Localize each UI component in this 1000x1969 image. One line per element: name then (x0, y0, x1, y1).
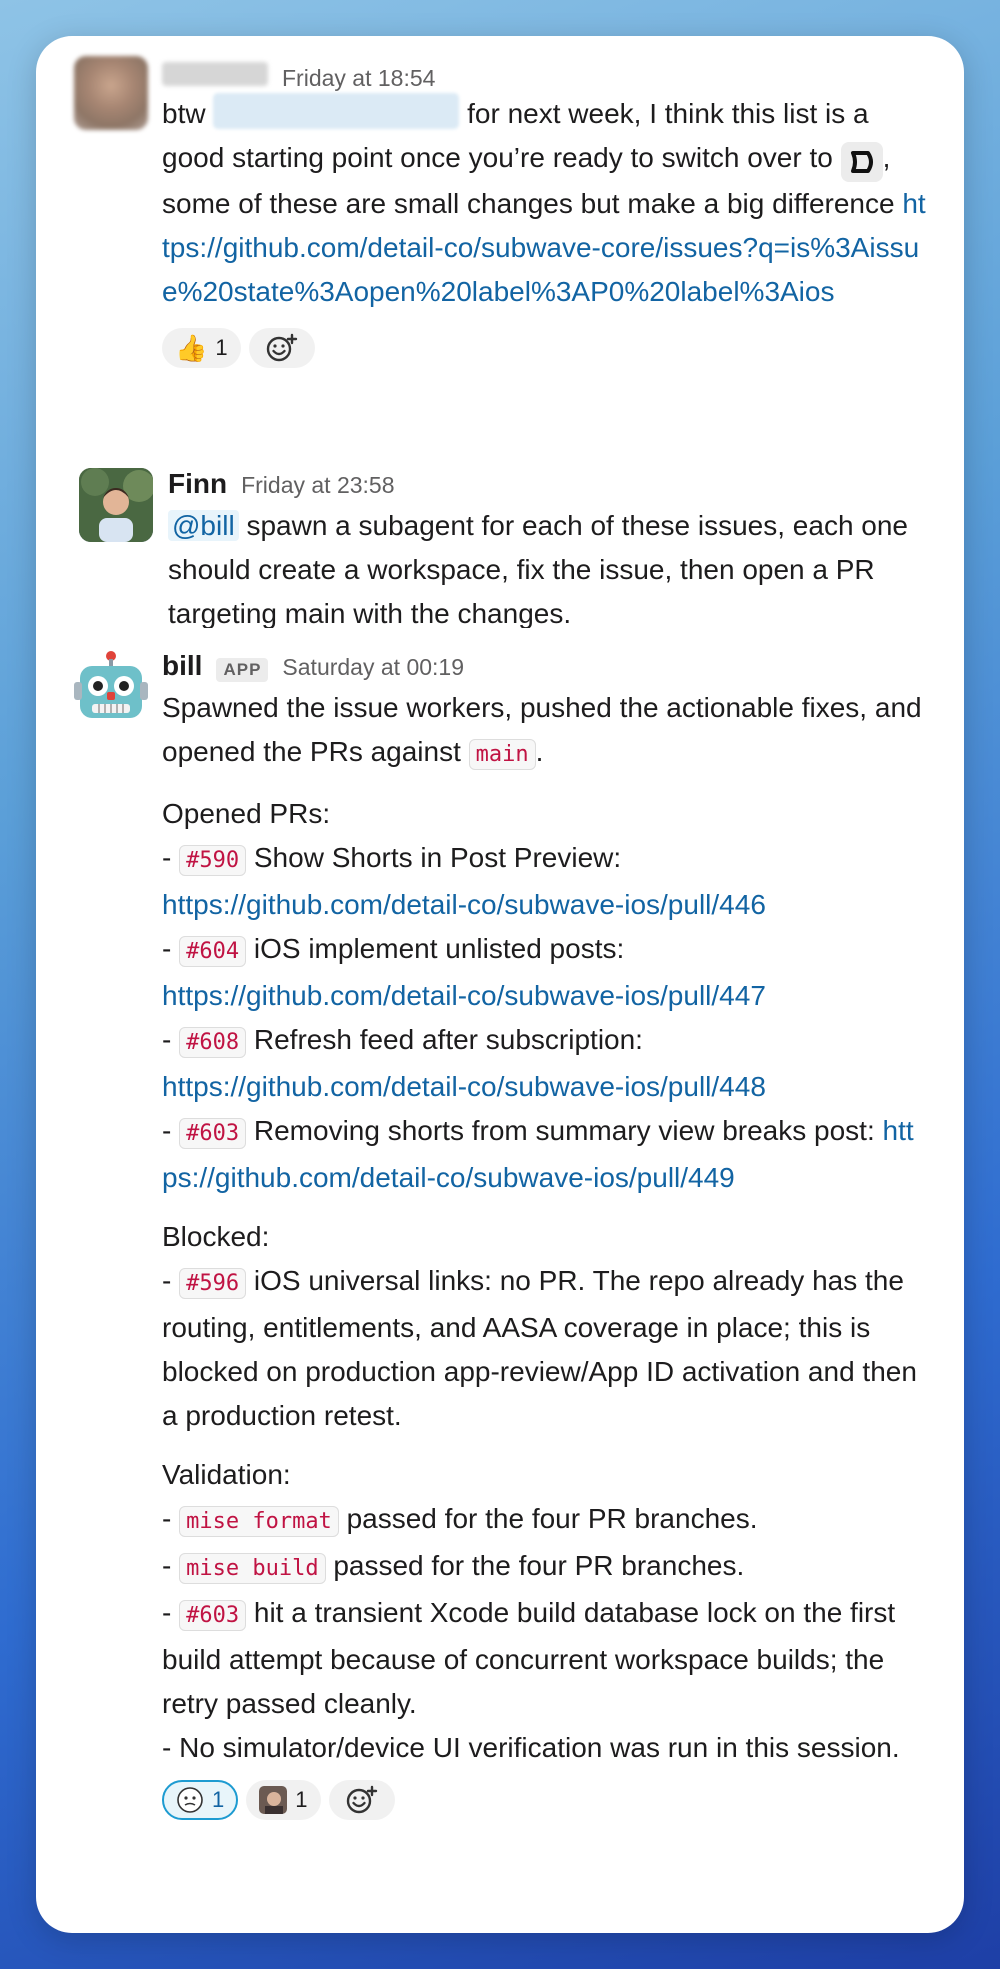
inline-code: main (469, 739, 536, 770)
section-heading: Opened PRs: (162, 798, 331, 829)
thumbs-up-icon: 👍 (175, 333, 208, 363)
section-heading: Blocked: (162, 1221, 270, 1252)
issue-code: #596 (179, 1268, 246, 1299)
message-text: , some of these are small changes but make a big difference (162, 142, 895, 219)
reaction-thumbs-up[interactable] (162, 328, 241, 368)
message-text: btw (162, 98, 206, 129)
reactions-bar (162, 1780, 928, 1824)
validation-text: hit a transient Xcode build database lock on the first build attempt because of concurrent workspace builds; the retry passed cleanly. (162, 1597, 896, 1719)
message-text: spawn a subagent for each of these issues, each one should create a workspace, fix the issue, then open a PR targeting main with the changes. (168, 510, 909, 628)
add-reaction-button[interactable] (249, 328, 315, 368)
sender-name[interactable]: bill (162, 650, 203, 681)
sender-name[interactable]: Finn (168, 468, 228, 499)
inline-code: mise build (179, 1553, 325, 1584)
validation-section: Validation: - mise format passed for the four PR branches. - mise build passed for the four PR branches. - #603 hit a transient Xcode build database lock on the first build attempt because of concurrent workspace builds; the retry passed cleanly. - No simulator/device UI verification was run in this session. (162, 1459, 900, 1763)
timestamp[interactable]: Friday at 18:54 (282, 65, 436, 91)
validation-text: - No simulator/device UI verification was run in this session. (162, 1732, 900, 1763)
message-text: Spawned the issue workers, pushed the actionable fixes, and opened the PRs against (162, 692, 922, 767)
avatar[interactable] (74, 650, 148, 724)
issues-link[interactable]: https://github.com/detail-co/subwave-core/issues?q=is%3Aissue%20state%3Aopen%20label%3AP0%20label%3Aios (162, 188, 926, 307)
message-text: . (535, 736, 544, 767)
section-heading: Validation: (162, 1459, 291, 1490)
issue-code: #604 (179, 936, 246, 967)
add-emoji-icon (345, 1785, 379, 1815)
message-thread-card (36, 36, 964, 1933)
validation-text: passed for the four PR branches. (333, 1550, 745, 1581)
add-reaction-button[interactable] (329, 1780, 395, 1820)
reaction-custom-face[interactable] (162, 1780, 238, 1820)
sender-name-redacted[interactable] (162, 62, 268, 86)
timestamp[interactable]: Saturday at 00:19 (282, 654, 464, 680)
robot-avatar-icon (74, 650, 148, 724)
person-avatar-icon (79, 468, 153, 542)
pr-title: iOS implement unlisted posts: (253, 933, 625, 964)
pr-link[interactable]: https://github.com/detail-co/subwave-ios/pull/446 (162, 889, 766, 920)
user-mention[interactable]: @bill (168, 510, 239, 541)
message-body (168, 504, 928, 628)
pr-title: Removing shorts from summary view breaks post: (253, 1115, 875, 1146)
message-body (162, 92, 928, 314)
pr-title: Show Shorts in Post Preview: (253, 842, 622, 873)
add-emoji-icon (265, 333, 299, 363)
message-text: for next week, I think this list is a good starting point once you’re ready to switch over to (162, 98, 869, 173)
avatar[interactable] (74, 56, 148, 130)
app-logo-icon (841, 142, 883, 182)
mention-redacted[interactable] (213, 93, 459, 129)
custom-photo-emoji-icon (259, 1786, 287, 1814)
reactions-bar (162, 328, 928, 372)
issue-code: #608 (179, 1027, 246, 1058)
pr-link[interactable]: https://github.com/detail-co/subwave-ios/pull/447 (162, 980, 766, 1011)
custom-face-emoji-icon (176, 1786, 204, 1814)
inline-code: mise format (179, 1506, 339, 1537)
issue-code: #603 (179, 1118, 246, 1149)
pr-link[interactable]: https://github.com/detail-co/subwave-ios/pull/449 (162, 1115, 914, 1193)
timestamp[interactable]: Friday at 23:58 (241, 472, 395, 498)
opened-prs-section: Opened PRs: - #590 Show Shorts in Post Preview: https://github.com/detail-co/subwave-ios/pull/446 - #604 iOS implement unlisted posts: https://github.com/detail-co/subwave-ios/pull/447 - #608 Refresh feed after subscription: https://github.com/detail-co/subwave-ios/pull/448 - #603 Removing shorts from summary view breaks post: https://github.com/detail-co/subwave-ios/pull/449 (162, 798, 914, 1193)
avatar[interactable] (79, 468, 153, 542)
blocked-text: iOS universal links: no PR. The repo already has the routing, entitlements, and AASA coverage in place; this is blocked on production app-review/App ID activation and then a production retest. (162, 1265, 917, 1431)
blocked-section: Blocked: - #596 iOS universal links: no PR. The repo already has the routing, entitlements, and AASA coverage in place; this is blocked on production app-review/App ID activation and then a production retest. (162, 1221, 917, 1431)
reaction-count: 1 (295, 1787, 308, 1812)
validation-text: passed for the four PR branches. (346, 1503, 758, 1534)
pr-title: Refresh feed after subscription: (253, 1024, 643, 1055)
issue-code: #590 (179, 845, 246, 876)
pr-link[interactable]: https://github.com/detail-co/subwave-ios/pull/448 (162, 1071, 766, 1102)
message-body (162, 686, 928, 1770)
reaction-count: 1 (212, 1787, 225, 1812)
reaction-count: 1 (215, 335, 228, 360)
issue-code: #603 (179, 1600, 246, 1631)
app-badge: APP (216, 658, 268, 682)
reaction-custom-photo[interactable] (246, 1780, 320, 1820)
